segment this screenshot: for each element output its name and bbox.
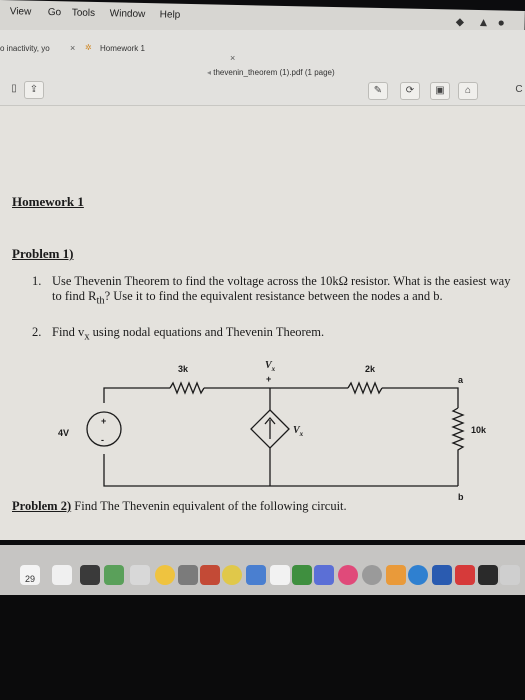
list-number: 2. [32,325,42,339]
photos-icon[interactable] [130,565,150,585]
tab-close-icon[interactable]: × [230,53,236,63]
laptop-bezel [0,595,525,700]
resistor-3k [170,383,204,393]
app-icon[interactable] [432,565,452,585]
browser-chrome [0,30,525,106]
numbers-icon[interactable] [292,565,312,585]
loading-icon: ✲ [85,43,92,52]
drive-icon[interactable]: ▲ [477,15,490,30]
tab-inactivity[interactable]: o inactivity, yo [0,44,50,53]
app-icon[interactable] [246,565,266,585]
notes-icon[interactable] [52,565,72,585]
search-icon[interactable]: C [515,84,523,95]
resistor-2k [348,383,382,393]
app-icon[interactable] [455,565,475,585]
launchpad-icon[interactable] [178,565,198,585]
rotate-icon[interactable]: ⟳ [400,82,420,100]
label-plus: + [266,374,272,384]
tab-homework[interactable]: Homework 1 [100,44,145,53]
toolbox-icon[interactable]: ⌂ [458,82,478,100]
problem-item-1: Use Thevenin Theorem to find the voltage across the 10kΩ resistor. What is the easiest way to find $R_{th}$? Use it to find the equivalent resistance between the nodes a and b. [52,274,511,306]
label-node-a: a [458,375,464,385]
menu-tools[interactable]: Tools [71,7,96,19]
wire [104,454,458,486]
photo-booth-icon[interactable] [200,565,220,585]
dropbox-icon[interactable]: ⬥ [455,14,465,29]
system-preferences-icon[interactable] [362,565,382,585]
itunes-icon[interactable] [338,565,358,585]
pdf-page [0,106,525,540]
label-vx: $V_x$ [265,360,276,373]
sidebar-toggle-icon[interactable]: ▯ [11,83,17,94]
markup-icon[interactable]: ✎ [368,82,388,100]
annotate-icon[interactable]: ▣ [430,82,450,100]
source-minus: - [101,435,104,445]
problem-2-text: Find The Thevenin equivalent of the following circuit. [71,499,347,513]
problem-1-title: Problem 1) [12,246,74,261]
app-icon[interactable] [478,565,498,585]
photos-app-icon[interactable] [222,565,242,585]
ibooks-icon[interactable] [386,565,406,585]
status-circle-icon[interactable]: ● [497,15,506,30]
list-number: 1. [32,274,42,288]
dock [0,545,525,595]
pdf-title: ◂ thevenin_theorem (1).pdf (1 page) [207,68,335,77]
trash-icon[interactable] [500,565,520,585]
share-icon[interactable]: ⇪ [24,81,44,99]
label-3k: 3k [178,364,189,374]
label-10k: 10k [471,425,487,435]
label-4v: 4V [58,428,70,438]
label-2k: 2k [365,364,376,374]
source-plus: + [101,416,107,426]
calendar-icon[interactable]: 29 [20,565,40,585]
menu-window[interactable]: Window [109,8,146,21]
pdf-icon: ◂ [207,68,214,77]
label-dep-vx: $V_x$ [293,425,304,438]
terminal-icon[interactable] [80,565,100,585]
preview-icon[interactable] [270,565,290,585]
maps-icon[interactable] [104,565,124,585]
menu-go[interactable]: Go [47,7,62,19]
problem-2-label: Problem 2) [12,499,72,513]
circuit-diagram [0,106,525,540]
tab-close-icon[interactable]: × [70,43,76,53]
menu-help[interactable]: Help [159,9,181,21]
menu-view[interactable]: View [9,6,32,18]
wire [382,388,458,408]
problem-2 [12,499,347,514]
document-heading: Homework 1 [12,194,84,209]
messages-icon[interactable] [155,565,175,585]
app-store-icon[interactable] [408,565,428,585]
problem-item-2: Find $v_x$ using nodal equations and Thevenin Theorem. [52,325,325,343]
resistor-10k [453,408,463,486]
keynote-icon[interactable] [314,565,334,585]
label-node-b: b [458,492,464,502]
wire [104,388,170,403]
